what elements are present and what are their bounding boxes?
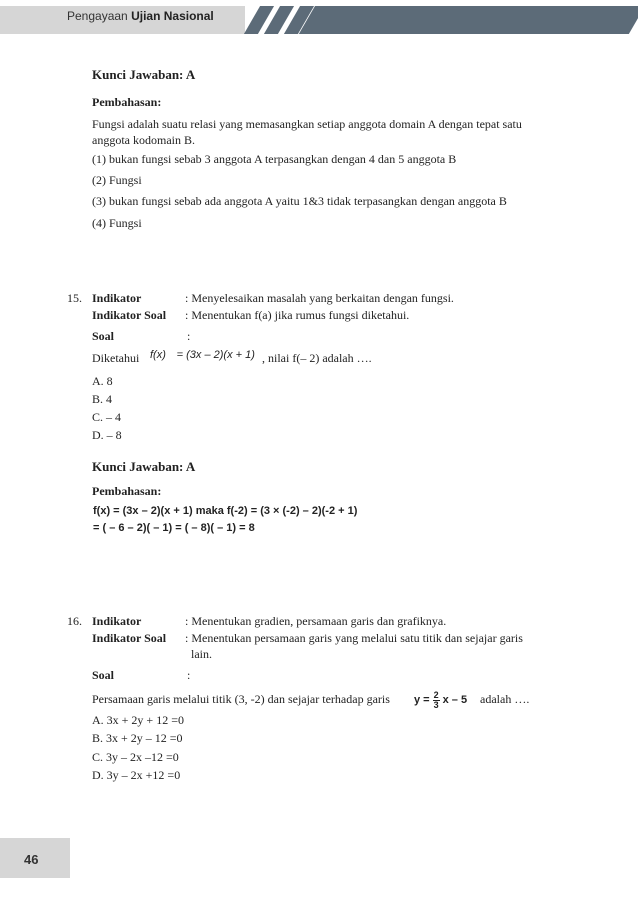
indikator-soal-value: : Menentukan persamaan garis yang melalui satu titik dan sejajar garis: [185, 631, 523, 645]
discussion-point: (1) bukan fungsi sebab 3 anggota A terpasangkan dengan 4 dan 5 anggota B: [92, 152, 457, 166]
discussion-label-14: Pembahasan:: [92, 95, 162, 109]
question-number-15: 15.: [67, 291, 82, 305]
indikator-value: : Menentukan gradien, persamaan garis dan grafiknya.: [185, 614, 447, 628]
header-title: [67, 9, 214, 23]
soal-colon: :: [187, 329, 191, 343]
question-formula: [150, 349, 255, 361]
discussion-point: (3) bukan fungsi sebab ada anggota A yaitu 1&3 tidak terpasangkan dengan anggota B: [92, 194, 507, 208]
discussion-label-15: Pembahasan:: [92, 484, 162, 498]
indikator-soal-value: : Menentukan f(a) jika rumus fungsi diketahui.: [185, 308, 410, 322]
indikator-soal-value-cont: lain.: [191, 647, 212, 661]
question-stem-suffix: , nilai f(– 2) adalah ….: [262, 351, 372, 365]
discussion-text: Fungsi adalah suatu relasi yang memasangkan setiap anggota domain A dengan tepat satu: [92, 117, 522, 131]
question-formula: [414, 689, 467, 711]
indikator-soal-label: Indikator Soal: [92, 308, 167, 322]
question-stem-prefix: Persamaan garis melalui titik (3, -2) dan sejajar terhadap garis: [92, 692, 390, 706]
discussion-point: (4) Fungsi: [92, 216, 142, 230]
fraction-denominator: 3: [433, 699, 439, 710]
fraction-numerator: 2: [433, 689, 439, 700]
indikator-label: Indikator: [92, 614, 142, 628]
indikator-value: : Menyelesaikan masalah yang berkaitan dengan fungsi.: [185, 291, 454, 305]
option-b: B. 4: [92, 392, 113, 406]
question-stem-prefix: Diketahui: [92, 351, 140, 365]
header-title-bold: Ujian Nasional: [131, 9, 214, 23]
page-header: [0, 0, 638, 38]
formula-fraction: [433, 691, 440, 710]
solution-line-1: f(x) = (3x – 2)(x + 1) maka f(-2) = (3 × (-2) – 2)(-2 + 1): [93, 505, 358, 517]
option-a: A. 3x + 2y + 12 =0: [92, 713, 184, 727]
discussion-point: (2) Fungsi: [92, 173, 142, 187]
option-c: C. 3y – 2x –12 =0: [92, 750, 179, 764]
option-a: A. 8: [92, 374, 113, 388]
formula-rhs: = (3x – 2)(x + 1): [176, 349, 255, 361]
answer-key-14: Kunci Jawaban: A: [92, 67, 196, 82]
option-d: D. 3y – 2x +12 =0: [92, 768, 181, 782]
indikator-soal-label: Indikator Soal: [92, 631, 167, 645]
option-c: C. – 4: [92, 410, 122, 424]
soal-label: Soal: [92, 668, 115, 682]
question-stem-suffix: adalah ….: [480, 692, 530, 706]
formula-y: y =: [414, 694, 430, 706]
question-number-16: 16.: [67, 614, 82, 628]
indikator-label: Indikator: [92, 291, 142, 305]
formula-rest: x – 5: [442, 694, 468, 706]
solution-line-2: = ( – 6 – 2)( – 1) = ( – 8)( – 1) = 8: [93, 522, 255, 534]
option-d: D. – 8: [92, 428, 122, 442]
header-prefix: Pengayaan: [67, 9, 128, 23]
header-stripe-block: [299, 6, 638, 34]
formula-lhs: f(x): [150, 349, 166, 361]
answer-key-15: Kunci Jawaban: A: [92, 459, 196, 474]
page-number: 46: [24, 852, 39, 867]
discussion-text: anggota kodomain B.: [92, 133, 195, 147]
soal-colon: :: [187, 668, 191, 682]
option-b: B. 3x + 2y – 12 =0: [92, 731, 183, 745]
soal-label: Soal: [92, 329, 115, 343]
